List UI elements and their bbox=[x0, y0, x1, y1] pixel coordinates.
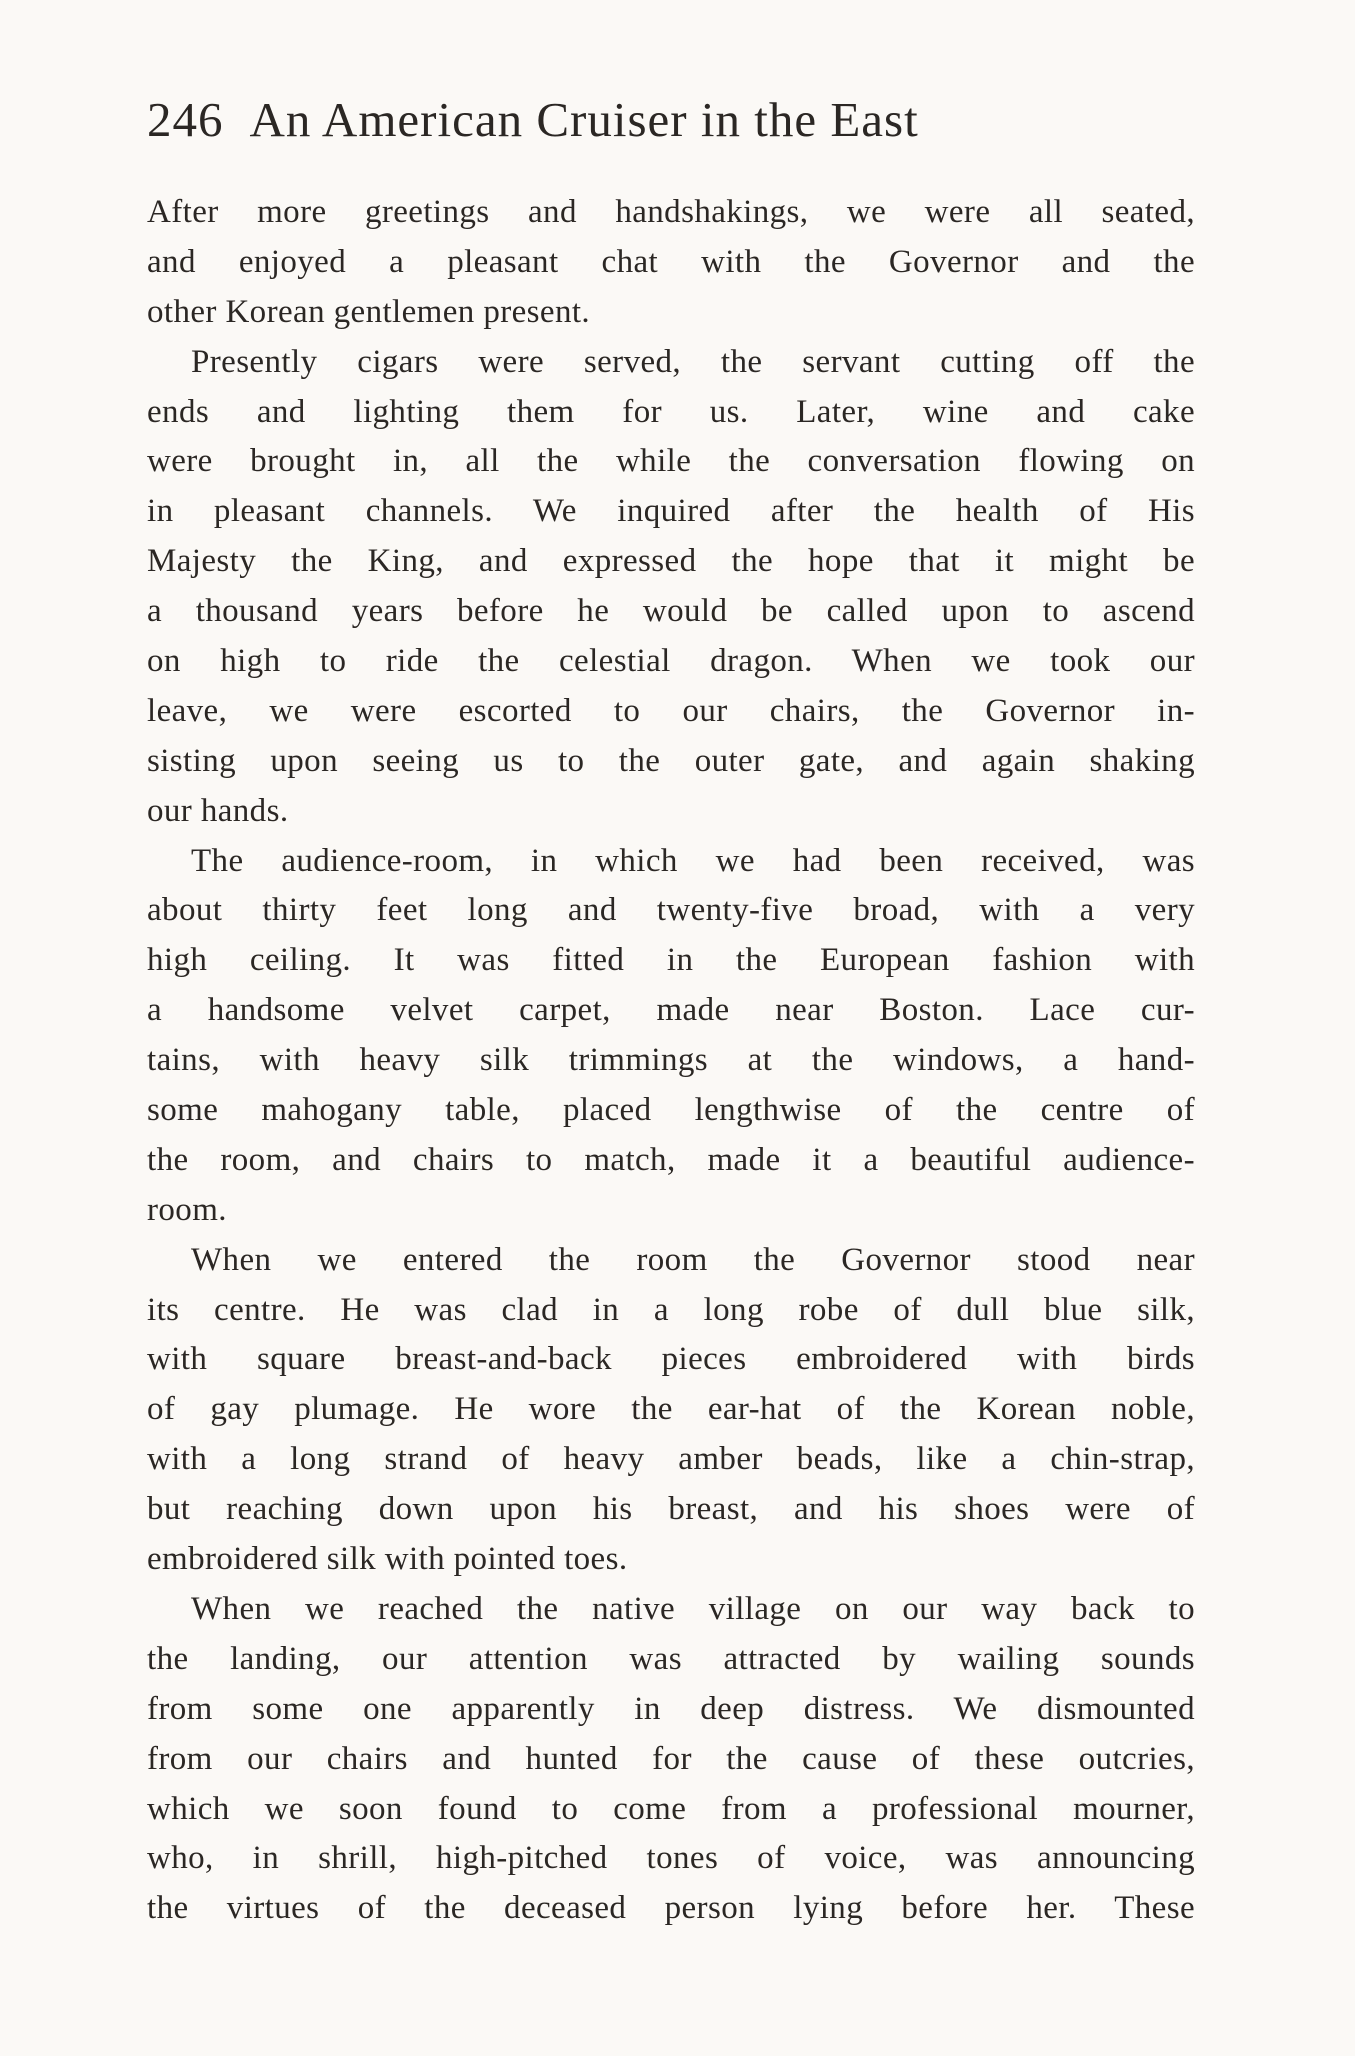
text-line: who, in shrill, high-pitched tones of voice, was announcing bbox=[147, 1840, 1195, 1877]
text-line: embroidered silk with pointed toes. bbox=[147, 1541, 628, 1578]
text-line: a handsome velvet carpet, made near Boston. Lace cur- bbox=[147, 992, 1195, 1029]
text-line: Majesty the King, and expressed the hope that it might be bbox=[147, 543, 1195, 580]
text-line: with a long strand of heavy amber beads, like a chin-strap, bbox=[147, 1441, 1195, 1478]
text-line: some mahogany table, placed lengthwise of the centre of bbox=[147, 1092, 1195, 1129]
text-line: the room, and chairs to match, made it a beautiful audience- bbox=[147, 1141, 1195, 1178]
text-line: from some one apparently in deep distress. We dismounted bbox=[147, 1690, 1195, 1727]
text-line: When we entered the room the Governor stood near bbox=[191, 1241, 1195, 1278]
text-line: the virtues of the deceased person lying before her. These bbox=[147, 1890, 1195, 1927]
text-line: of gay plumage. He wore the ear-hat of the Korean noble, bbox=[147, 1391, 1195, 1428]
running-head bbox=[147, 90, 1197, 150]
text-line: the landing, our attention was attracted by wailing sounds bbox=[147, 1640, 1195, 1677]
text-line: high ceiling. It was fitted in the European fashion with bbox=[147, 942, 1195, 979]
text-line: sisting upon seeing us to the outer gate, and again shaking bbox=[147, 742, 1195, 779]
text-line: and enjoyed a pleasant chat with the Governor and the bbox=[147, 243, 1195, 280]
text-line: a thousand years before he would be called upon to ascend bbox=[147, 593, 1195, 630]
text-line: other Korean gentlemen present. bbox=[147, 293, 591, 330]
text-line: in pleasant channels. We inquired after the health of His bbox=[147, 493, 1195, 530]
text-line: about thirty feet long and twenty-five broad, with a very bbox=[147, 892, 1195, 929]
text-line: After more greetings and handshakings, we were all seated, bbox=[147, 194, 1195, 230]
page-number: 246 bbox=[147, 92, 224, 147]
text-line: leave, we were escorted to our chairs, the Governor in- bbox=[147, 692, 1195, 729]
text-line: but reaching down upon his breast, and his shoes were of bbox=[147, 1491, 1195, 1528]
text-line: were brought in, all the while the conversation flowing on bbox=[147, 443, 1195, 480]
running-title: An American Cruiser in the East bbox=[249, 92, 919, 147]
text-line: ends and lighting them for us. Later, wine and cake bbox=[147, 393, 1195, 430]
text-line: which we soon found to come from a professional mourner, bbox=[147, 1790, 1195, 1827]
text-line: When we reached the native village on our way back to bbox=[191, 1590, 1195, 1627]
text-line: Presently cigars were served, the servant cutting off the bbox=[191, 343, 1195, 380]
text-line: from our chairs and hunted for the cause of these outcries, bbox=[147, 1740, 1195, 1777]
text-line: on high to ride the celestial dragon. When we took our bbox=[147, 643, 1195, 680]
text-line: The audience-room, in which we had been received, was bbox=[191, 842, 1195, 879]
text-line: its centre. He was clad in a long robe of dull blue silk, bbox=[147, 1291, 1195, 1328]
text-line: with square breast-and-back pieces embroidered with birds bbox=[147, 1341, 1195, 1378]
text-line: room. bbox=[147, 1191, 227, 1228]
text-line: our hands. bbox=[147, 792, 289, 829]
body-text bbox=[147, 188, 1195, 1934]
text-line: tains, with heavy silk trimmings at the windows, a hand- bbox=[147, 1042, 1195, 1079]
